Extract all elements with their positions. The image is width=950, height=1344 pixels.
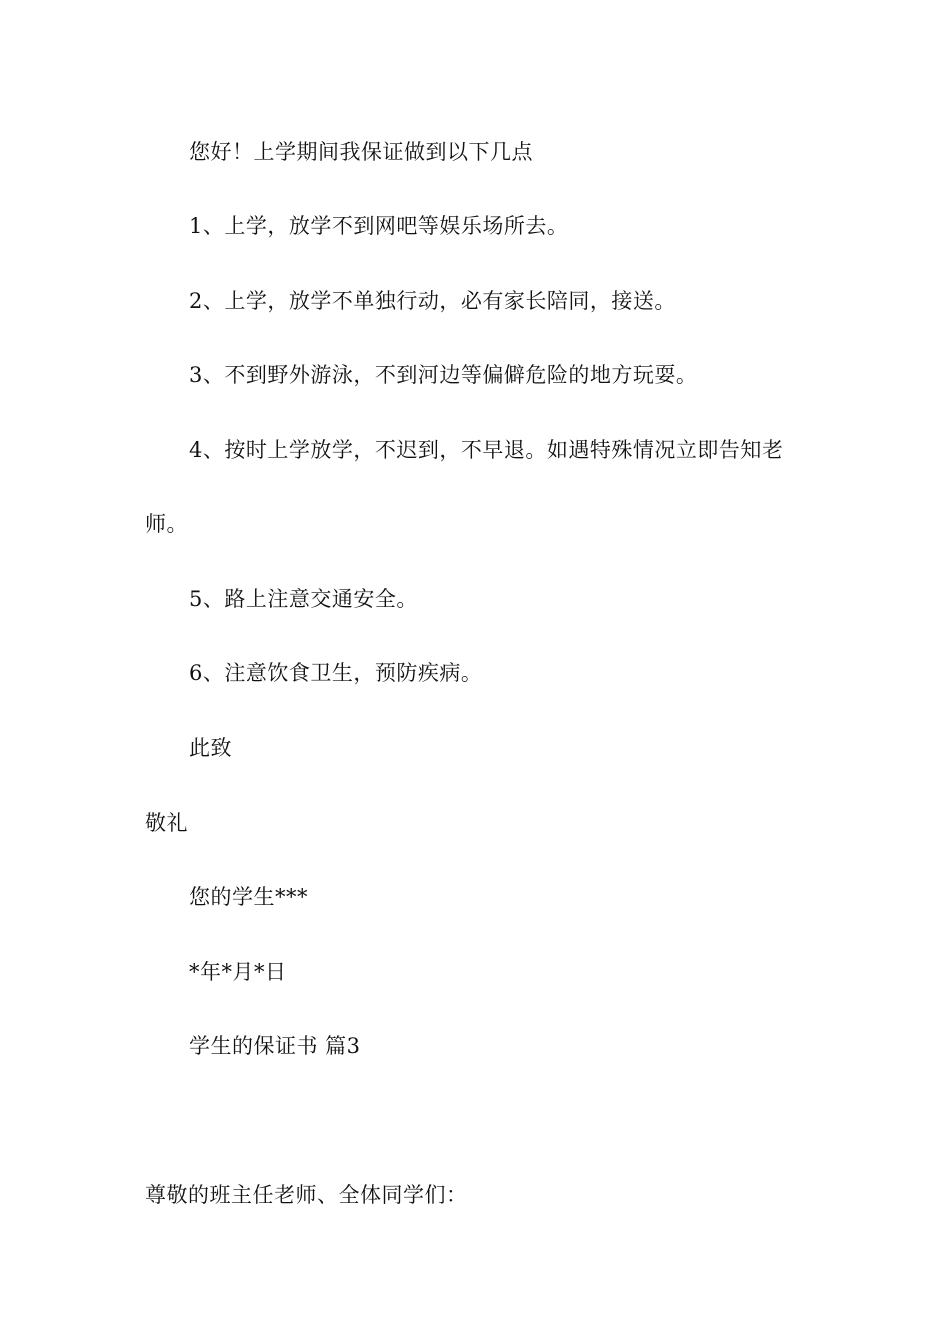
closing-jingli: 敬礼 (145, 811, 188, 835)
list-item-1: 1、上学，放学不到网吧等娱乐场所去。 (189, 214, 569, 238)
list-item-2: 2、上学，放学不单独行动，必有家长陪同，接送。 (189, 289, 676, 313)
signature-line: 您的学生*** (189, 885, 308, 909)
section-heading: 学生的保证书 篇3 (189, 1034, 361, 1058)
list-item-5: 5、路上注意交通安全。 (189, 587, 418, 611)
salutation-line: 尊敬的班主任老师、全体同学们： (145, 1183, 468, 1207)
date-line: *年*月*日 (189, 960, 287, 984)
greeting-line: 您好！上学期间我保证做到以下几点 (189, 140, 533, 164)
list-item-6: 6、注意饮食卫生，预防疾病。 (189, 661, 483, 685)
list-item-4-continuation: 师。 (145, 512, 188, 536)
list-item-3: 3、不到野外游泳，不到河边等偏僻危险的地方玩耍。 (189, 363, 698, 387)
list-item-4: 4、按时上学放学，不迟到，不早退。如遇特殊情况立即告知老 (189, 438, 784, 462)
closing-cizhi: 此致 (189, 736, 232, 760)
